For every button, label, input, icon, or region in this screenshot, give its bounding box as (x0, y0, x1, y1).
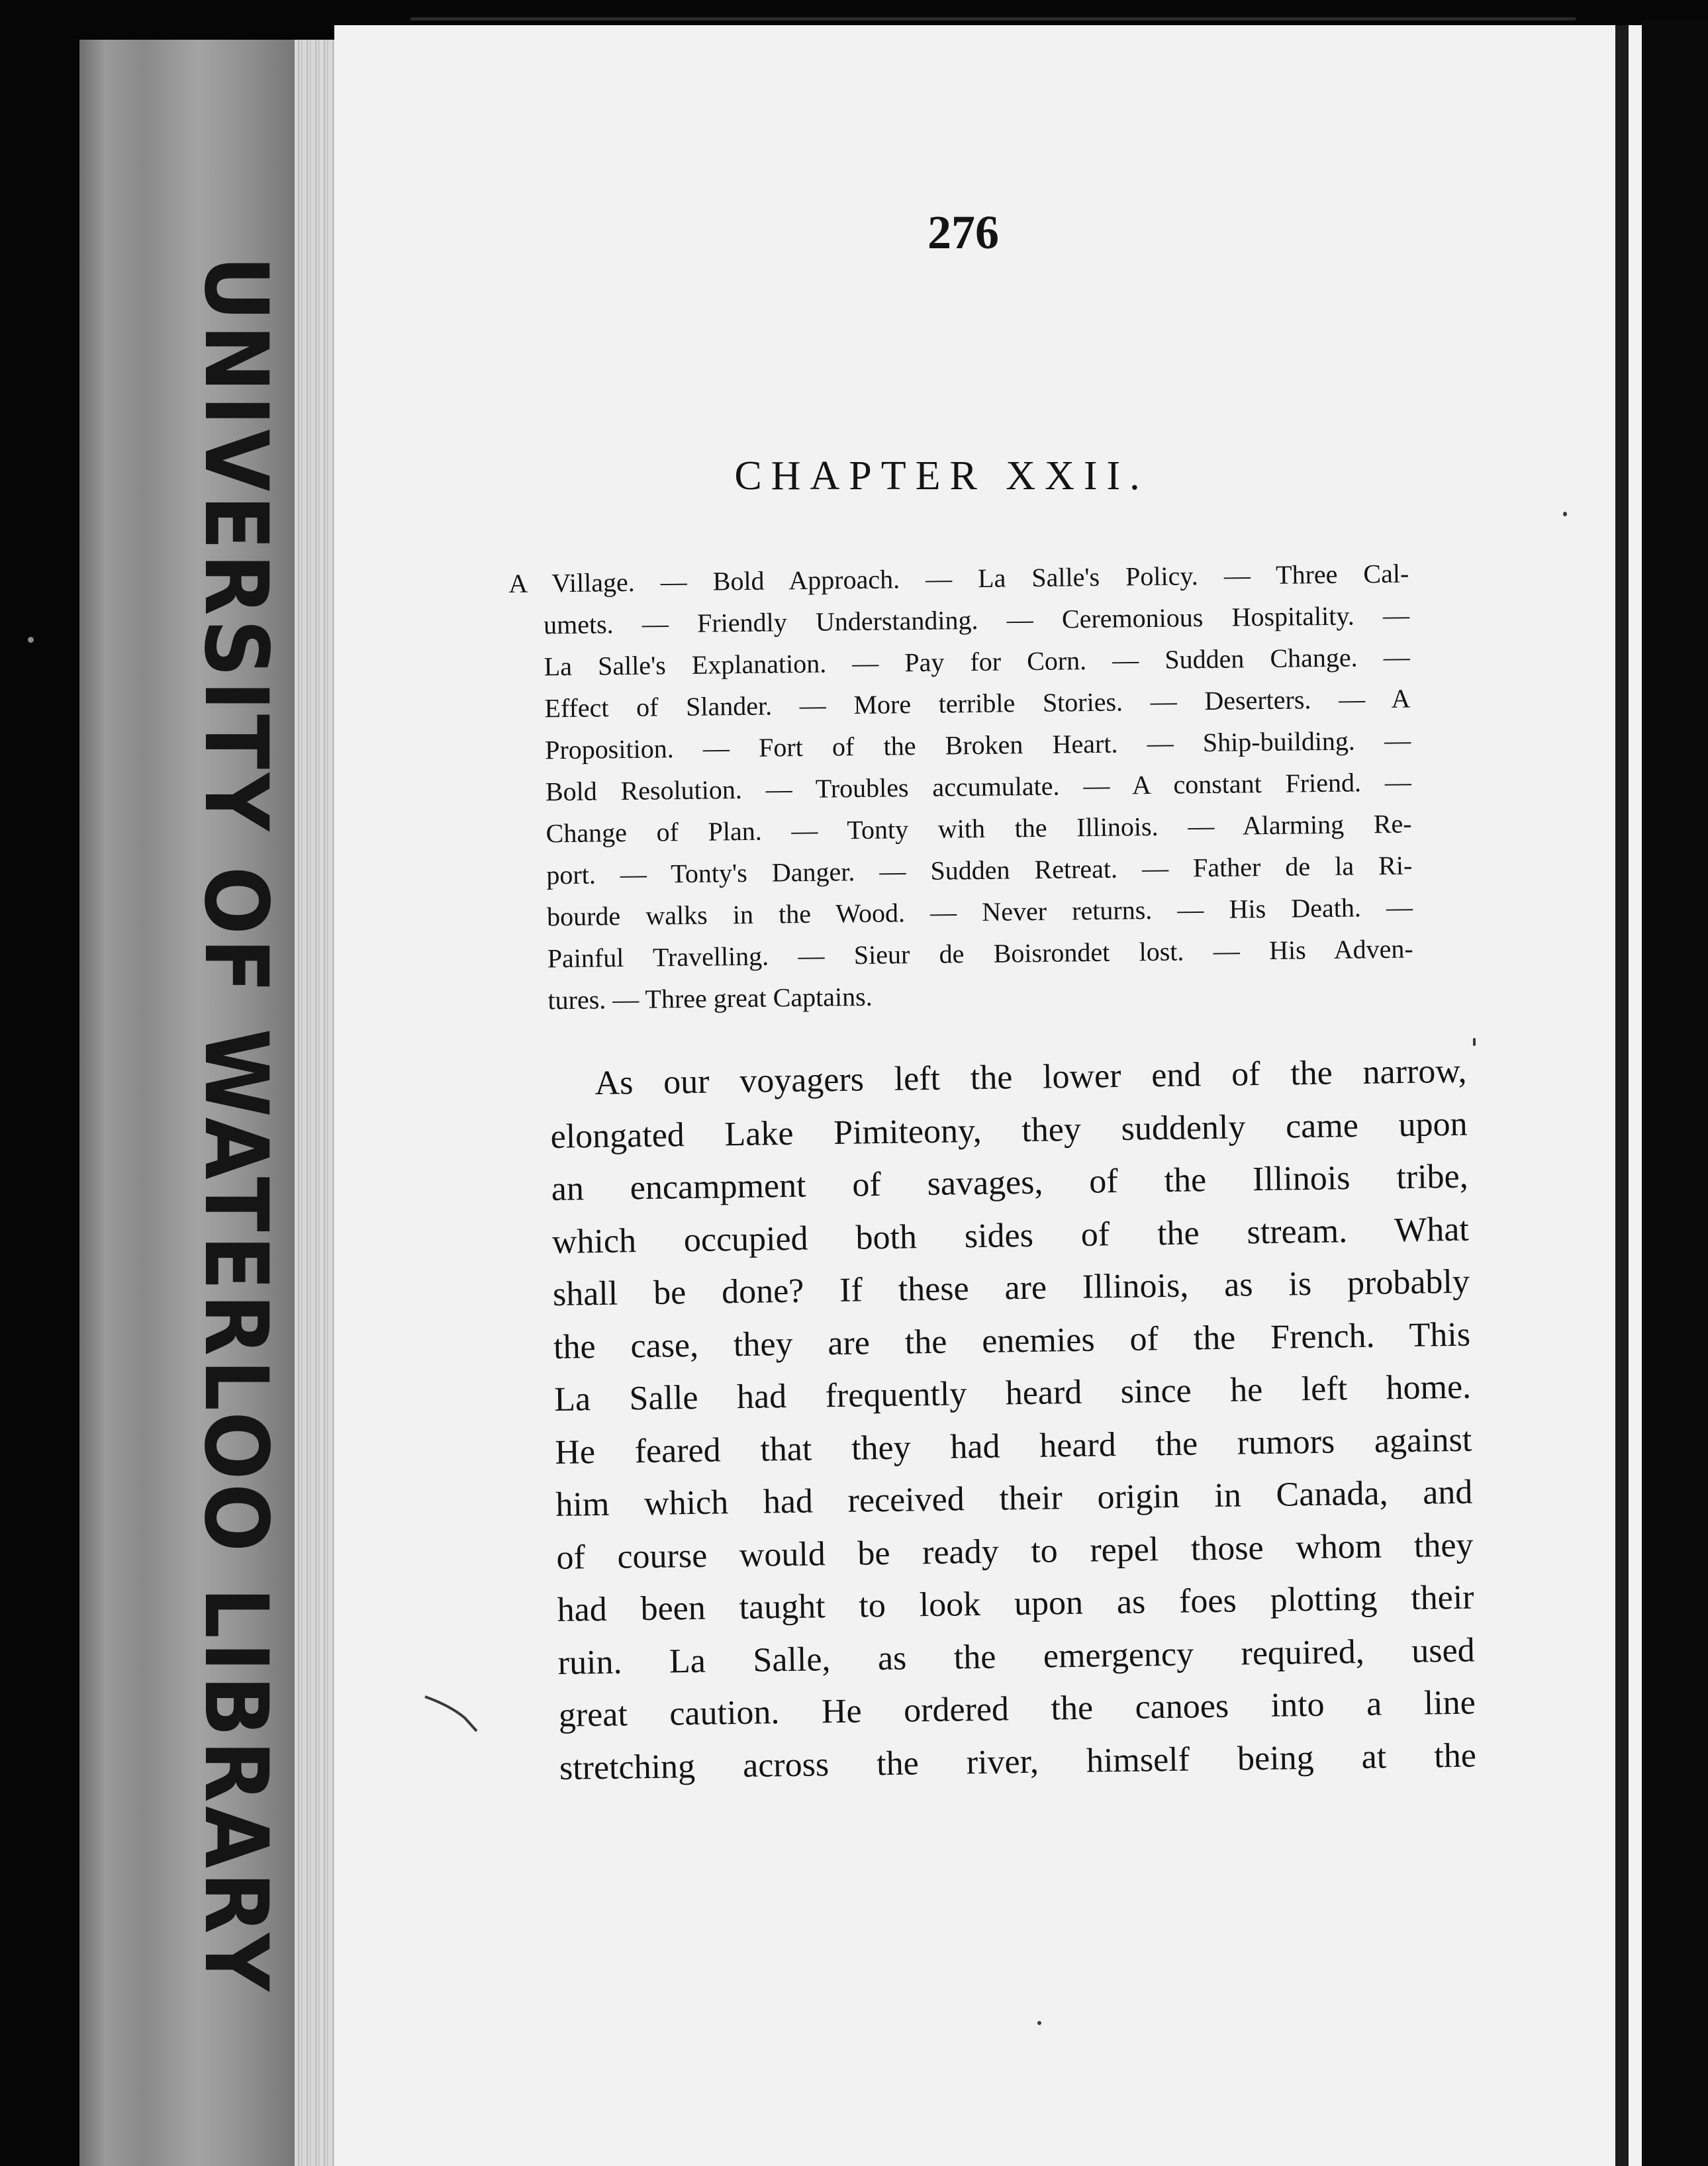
contents-line: Proposition. — Fort of the Broken Heart. — Ship-building. — (544, 725, 1411, 765)
contents-line: Effect of Slander. — More terrible Stories. — Deserters. — A (544, 683, 1411, 724)
body-line: the case, they are the enemies of the French. This (553, 1315, 1471, 1366)
body-line: had been taught to look upon as foes plotting their (557, 1578, 1474, 1629)
body-line: As our voyagers left the lower end of the narrow, (594, 1052, 1467, 1103)
body-line: elongated Lake Pimiteony, they suddenly came upon (550, 1105, 1468, 1156)
spine-library-label: UNIVERSITY OF WATERLOO LIBRARY (185, 256, 287, 1995)
top-border-line (410, 17, 1576, 21)
contents-line: Painful Travelling. — Sieur de Boisrondet lost. — His Adven- (547, 933, 1413, 974)
body-line: ruin. La Salle, as the emergency required, used (557, 1631, 1476, 1682)
chapter-contents-summary (508, 553, 1414, 1021)
scan-speck (1563, 512, 1567, 516)
contents-line: Bold Resolution. — Troubles accumulate. — A constant Friend. — (545, 767, 1412, 807)
page-sheet (334, 25, 1642, 2166)
contents-line: A Village. — Bold Approach. — La Salle's Policy. — Three Cal- (508, 558, 1409, 598)
scan-speck (1037, 2021, 1041, 2025)
body-line: La Salle had frequently heard since he left home. (553, 1368, 1472, 1419)
book-spine (79, 40, 295, 2166)
body-line: of course would be ready to repel those whom they (556, 1526, 1474, 1577)
body-paragraph (549, 1045, 1476, 1795)
pencil-mark (424, 1691, 503, 1738)
contents-line: bourde walks in the Wood. — Never returns. — His Death. — (546, 892, 1413, 932)
body-line: stretching across the river, himself being at the (559, 1736, 1477, 1787)
page-number: 276 (927, 206, 999, 259)
chapter-title: CHAPTER XXII. (734, 453, 1149, 498)
body-line: great caution. He ordered the canoes into a line (558, 1683, 1476, 1734)
body-line: He feared that they had heard the rumors against (554, 1421, 1472, 1472)
page-right-edge (1615, 25, 1629, 2166)
page-edges (295, 40, 334, 2166)
body-line: shall be done? If these are Illinois, as is probably (552, 1262, 1470, 1313)
body-line: him which had received their origin in Canada, and (555, 1473, 1473, 1524)
scan-speck (1473, 1038, 1476, 1046)
contents-line: tures. — Three great Captains. (547, 981, 873, 1015)
body-line: an encampment of savages, of the Illinois tribe, (551, 1157, 1469, 1208)
scan-speck (28, 637, 34, 643)
body-line: which occupied both sides of the stream. What (551, 1210, 1470, 1261)
contents-line: Change of Plan. — Tonty with the Illinois. — Alarming Re- (546, 808, 1412, 849)
contents-line: La Salle's Explanation. — Pay for Corn. — Sudden Change. — (544, 641, 1410, 682)
scan-border-right (1642, 20, 1708, 2166)
contents-line: port. — Tonty's Danger. — Sudden Retreat. — Father de la Ri- (546, 850, 1413, 890)
contents-line: umets. — Friendly Understanding. — Ceremonious Hospitality. — (543, 600, 1410, 640)
